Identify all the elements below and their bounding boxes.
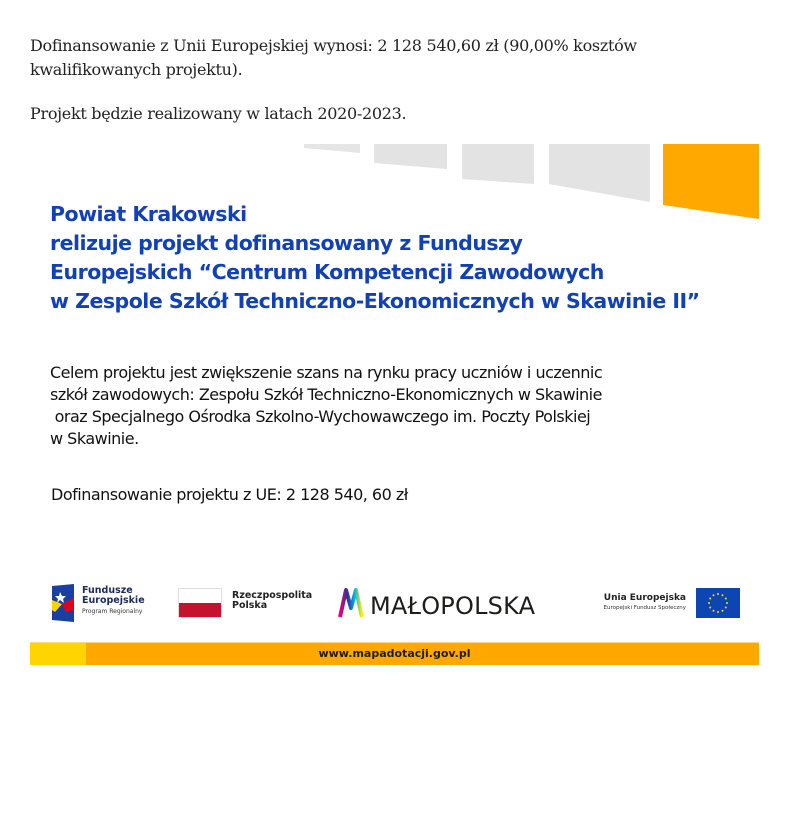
- footer-bar: [30, 642, 759, 665]
- banner-headline: [50, 200, 700, 316]
- duration-paragraph: Projekt będzie realizowany w latach 2020-2023.: [30, 104, 407, 123]
- fundusze-europejskie-icon: [52, 584, 74, 622]
- rzeczpospolita-logo: [178, 582, 318, 626]
- body-line: Celem projektu jest zwiększenie szans na rynku pracy uczniów i uczennic: [50, 363, 603, 382]
- rzeczpospolita-line2: Polska: [232, 600, 268, 611]
- footer-url: www.mapadotacji.gov.pl: [318, 647, 471, 660]
- unia-line2: Europejski Fundusz Społeczny: [603, 605, 686, 611]
- project-banner-image: [30, 144, 759, 665]
- body-line: szkół zawodowych: Zespołu Szkół Techniczno-Ekonomicznych w Skawinie: [50, 385, 602, 404]
- body-line: w Skawinie.: [50, 429, 139, 448]
- body-line: oraz Specjalnego Ośrodka Szkolno-Wychowawczego im. Poczty Polskiej: [50, 407, 591, 426]
- eu-flag-icon: [696, 588, 740, 618]
- headline-line: w Zespole Szkół Techniczno-Ekonomicznych w Skawinie II”: [50, 289, 700, 313]
- headline-line: Powiat Krakowski: [50, 202, 247, 226]
- rzeczpospolita-line1: Rzeczpospolita: [232, 590, 313, 601]
- logo-strip: [30, 582, 759, 632]
- malopolska-rainbow-m-icon: [338, 588, 364, 618]
- malopolska-logo: [338, 582, 568, 626]
- fundusze-line2: Europejskie: [82, 595, 145, 606]
- fundusze-line1: Fundusze: [82, 585, 133, 596]
- fundusze-line3: Program Regionalny: [82, 608, 143, 615]
- fundusze-europejskie-logo: [52, 582, 162, 626]
- polish-flag-icon: [178, 588, 222, 618]
- headline-line: relizuje projekt dofinansowany z Funduszy: [50, 231, 523, 255]
- funding-paragraph: Dofinansowanie z Unii Europejskiej wynosi: 2 128 540,60 zł (90,00% kosztów kwalifikowanych projektu).: [30, 36, 637, 79]
- project-goal-text: [50, 362, 602, 450]
- unia-europejska-logo: [590, 582, 740, 626]
- headline-line: Europejskich “Centrum Kompetencji Zawodowych: [50, 260, 604, 284]
- banner-funding-line: Dofinansowanie projektu z UE: 2 128 540, 60 zł: [51, 485, 408, 504]
- unia-line1: Unia Europejska: [603, 593, 686, 603]
- malopolska-label: MAŁOPOLSKA: [370, 592, 536, 620]
